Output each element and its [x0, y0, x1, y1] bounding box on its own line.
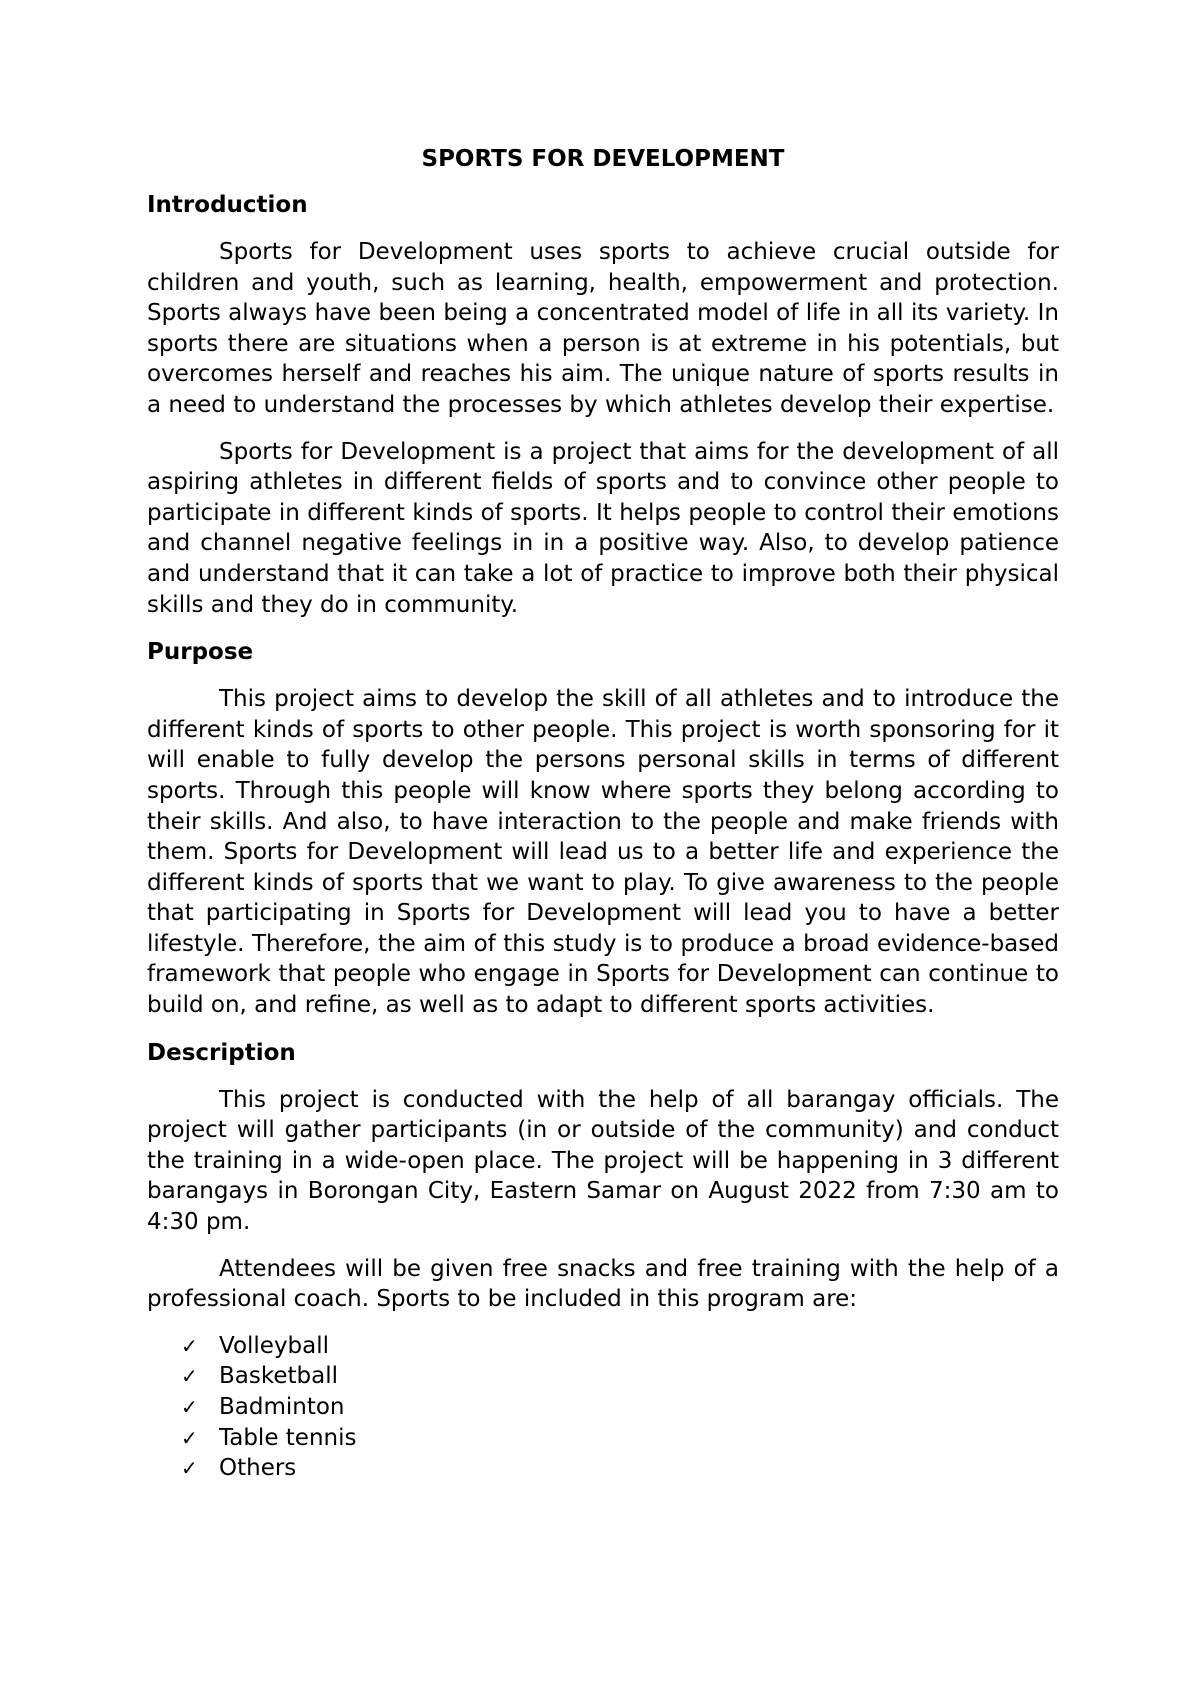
document-title: SPORTS FOR DEVELOPMENT	[421, 146, 785, 172]
section-introduction	[147, 190, 1059, 620]
section-description	[147, 1038, 1059, 1484]
checkmark-icon: ✓	[181, 1456, 198, 1481]
list-item	[181, 1423, 1059, 1454]
purpose-paragraph-1: This project aims to develop the skill of all athletes and to introduce the different kinds of sports to other people. This project is worth sponsoring for it will enable to fully develop the persons personal skills in terms of different sports. Through this people will know where sports they belong according to their skills. And also, to have interaction to the people and make friends with them. Sports for Development will lead us to a better life and experience the different kinds of sports that we want to play. To give awareness to the people that participating in Sports for Development will lead you to have a better lifestyle. Therefore, the aim of this study is to produce a broad evidence-based framework that people who engage in Sports for Development can continue to build on, and refine, as well as to adapt to different sports activities.	[147, 686, 1059, 1019]
list-item-label: Badminton	[219, 1394, 345, 1420]
section-heading-description: Description	[147, 1039, 296, 1066]
list-item-label: Volleyball	[219, 1332, 330, 1359]
checkmark-icon: ✓	[181, 1395, 198, 1419]
section-purpose	[147, 637, 1059, 1021]
description-paragraph-1: This project is conducted with the help of all barangay officials. The project will gather participants (in or outside of the community) and conduct the training in a wide-open place. The project will be happening in 3 different barangays in Borongan City, Eastern Samar on August 2022 from 7:30 am to 4:30 pm.	[147, 1086, 1059, 1236]
checkmark-icon: ✓	[181, 1333, 198, 1358]
description-paragraph-2: Attendees will be given free snacks and free training with the help of a professional coach. Sports to be included in this program are:	[147, 1255, 1059, 1313]
list-item	[181, 1361, 1059, 1392]
sports-checklist	[147, 1331, 1059, 1484]
list-item	[181, 1453, 1059, 1484]
list-item-label: Basketball	[219, 1363, 338, 1390]
section-heading-introduction: Introduction	[147, 192, 308, 218]
list-item-label: Others	[219, 1455, 297, 1482]
section-heading-purpose: Purpose	[147, 639, 254, 666]
checkmark-icon: ✓	[181, 1425, 198, 1450]
checkmark-icon: ✓	[181, 1364, 198, 1389]
document-page	[147, 138, 1059, 1484]
introduction-paragraph-1: Sports for Development uses sports to achieve crucial outside for children and youth, such as learning, health, empowerment and protection. Sports always have been being a concentrated model of life in all its variety. In sports there are situations when a person is at extreme in his potentials, but overcomes herself and reaches his aim. The unique nature of sports results in a need to understand the processes by which athletes develop their expertise.	[147, 239, 1059, 418]
list-item-label: Table tennis	[219, 1424, 357, 1451]
introduction-paragraph-2: Sports for Development is a project that aims for the development of all aspiring athletes in different fields of sports and to convince other people to participate in different kinds of sports. It helps people to control their emotions and channel negative feelings in in a positive way. Also, to develop patience and understand that it can take a lot of practice to improve both their physical skills and they do in community.	[147, 438, 1059, 618]
list-item	[181, 1331, 1059, 1362]
list-item	[181, 1392, 1059, 1423]
